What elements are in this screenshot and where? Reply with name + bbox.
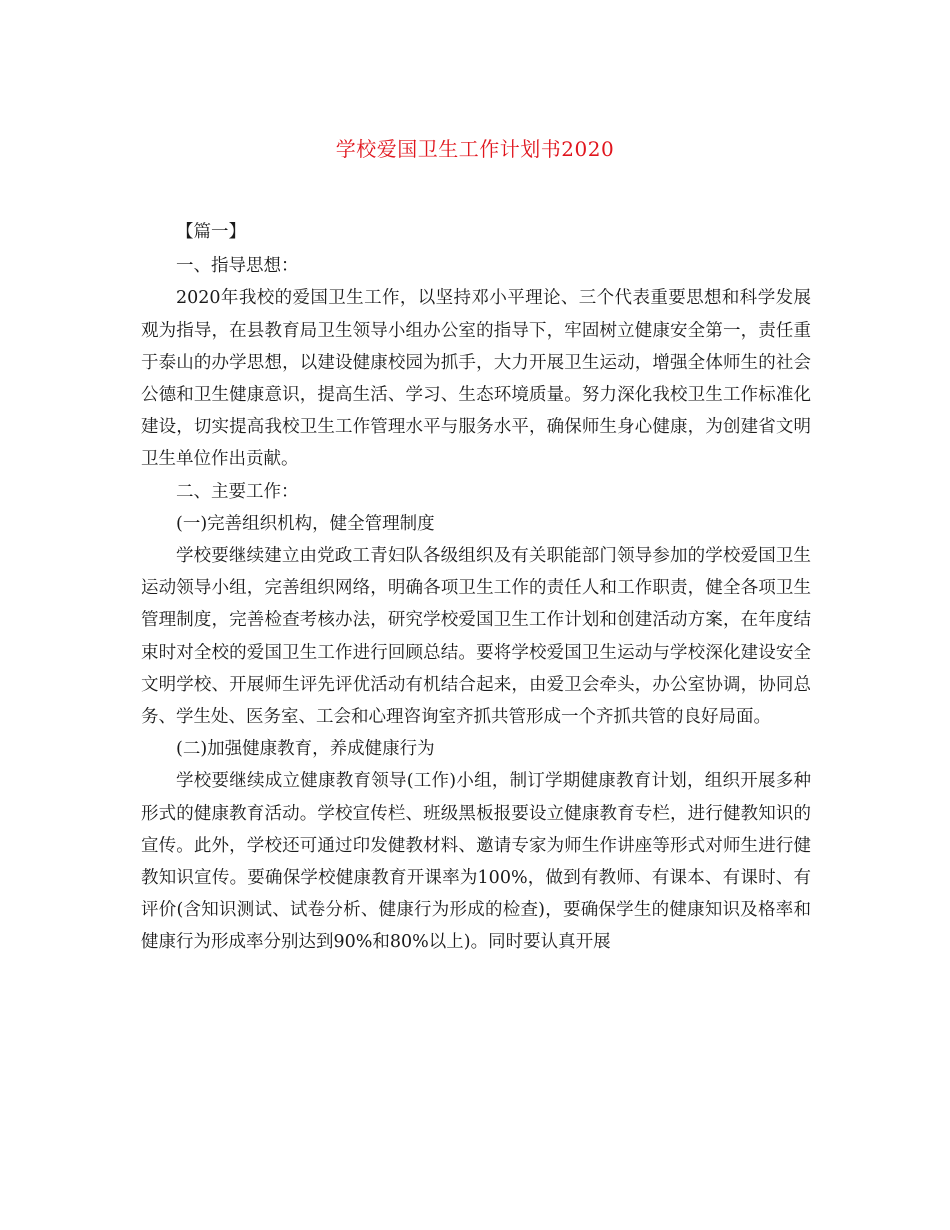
paragraph: 学校要继续成立健康教育领导(工作)小组，制订学期健康教育计划，组织开展多种形式的健康教育活动。学校宣传栏、班级黑板报要设立健康教育专栏，进行健教知识的宣传。此外，学校还可通过印发健教材料、邀请专家为师生作讲座等形式对师生进行健教知识宣传。要确保学校健康教育开课率为100%，做到有教师、有课本、有课时、有评价(含知识测试、试卷分析、健康行为形成的检查)，要确保学生的健康知识及格率和健康行为形成率分别达到90%和80%以上)。同时要认真开展 [141, 771, 811, 953]
document-body [141, 216, 811, 959]
paragraph: 学校要继续建立由党政工青妇队各级组织及有关职能部门领导参加的学校爱国卫生运动领导小组，完善组织网络，明确各项卫生工作的责任人和工作职责，健全各项卫生管理制度，完善检查考核办法，研究学校爱国卫生工作计划和创建活动方案，在年度结束时对全校的爱国卫生工作进行回顾总结。要将学校爱国卫生运动与学校深化建设安全文明学校、开展师生评先评优活动有机结合起来，由爱卫会牵头，办公室协调，协同总务、学生处、医务室、工会和心理咨询室齐抓共管形成一个齐抓共管的良好局面。 [141, 546, 811, 728]
section-heading: 一、指导思想： [176, 256, 299, 277]
document-title: 学校爱国卫生工作计划书2020 [335, 137, 615, 161]
paragraph: 2020年我校的爱国卫生工作，以坚持邓小平理论、三个代表重要思想和科学发展观为指导，在县教育局卫生领导小组办公室的指导下，牢固树立健康安全第一，责任重于泰山的办学思想，以建设健康校园为抓手，大力开展卫生运动，增强全体师生的社会公德和卫生健康意识，提高生活、学习、生态环境质量。努力深化我校卫生工作标准化建设，切实提高我校卫生工作管理水平与服务水平，确保师生身心健康，为创建省文明卫生单位作出贡献。 [141, 288, 811, 470]
subsection-heading: (二)加强健康教育，养成健康行为 [176, 739, 435, 760]
subsection-heading: (一)完善组织机构，健全管理制度 [176, 513, 435, 534]
section-marker: 【篇一】 [176, 222, 246, 242]
section-heading: 二、主要工作： [176, 481, 299, 502]
